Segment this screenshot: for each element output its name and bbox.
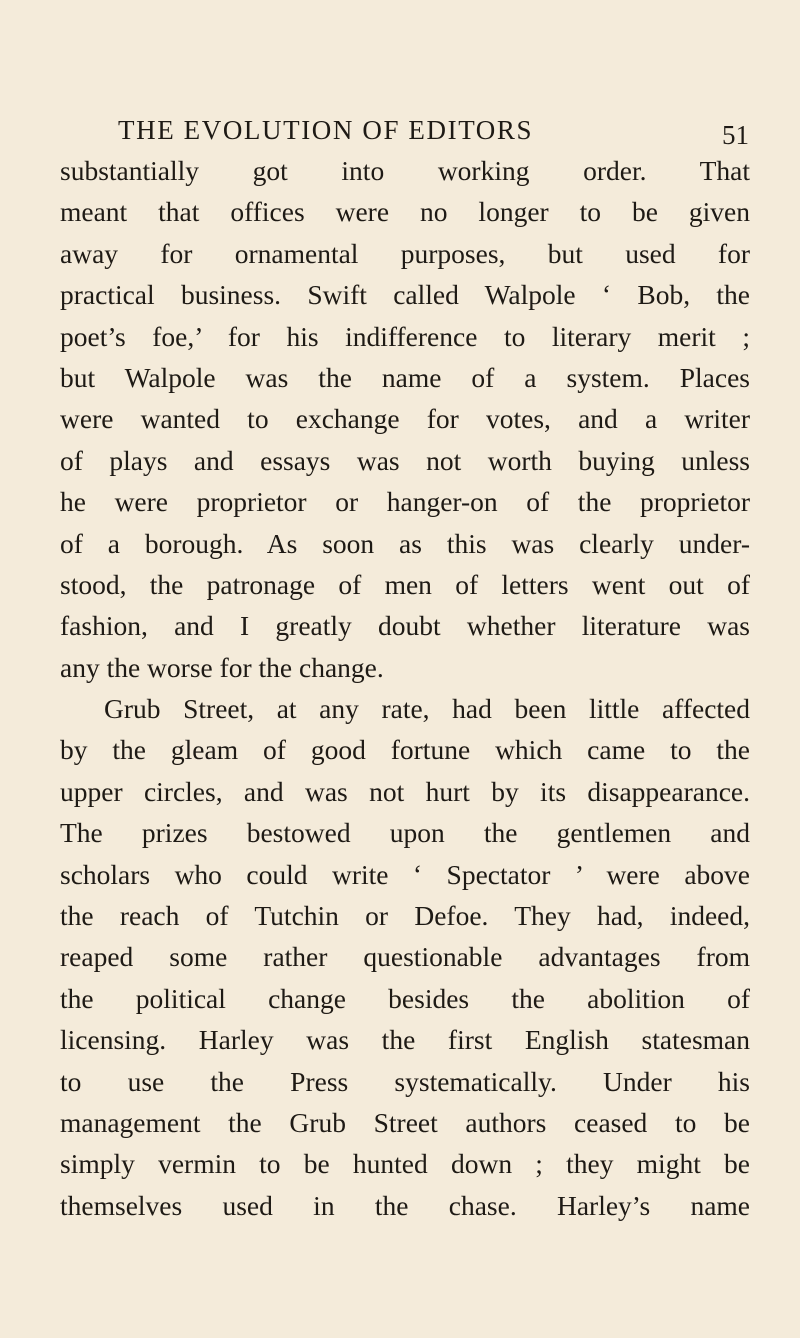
text-line: Grub Street, at any rate, had been little affected	[104, 693, 750, 725]
text-line: stood, the patronage of men of letters went out of	[60, 568, 750, 600]
text-line: substantially got into working order. That	[60, 155, 750, 186]
text-line: fashion, and I greatly doubt whether literature was	[60, 610, 750, 642]
text-line: scholars who could write ‘ Spectator ’ were above	[60, 858, 750, 890]
text-line: away for ornamental purposes, but used for	[60, 237, 750, 269]
text-line: were wanted to exchange for votes, and a writer	[60, 403, 750, 435]
text-line: management the Grub Street authors ceased to be	[60, 1106, 750, 1138]
text-line: The prizes bestowed upon the gentlemen and	[60, 817, 750, 849]
text-line: by the gleam of good fortune which came to the	[60, 734, 750, 766]
text-line: the political change besides the abolition of	[60, 982, 750, 1014]
text-line: meant that offices were no longer to be given	[60, 196, 750, 228]
text-line: simply vermin to be hunted down ; they might be	[60, 1148, 750, 1180]
page-number: 51	[722, 120, 749, 150]
text-line: licensing. Harley was the first English statesman	[60, 1024, 750, 1056]
text-line: of plays and essays was not worth buying unless	[60, 444, 750, 476]
text-line: reaped some rather questionable advantages from	[60, 941, 750, 973]
text-line: poet’s foe,’ for his indifference to literary merit ;	[60, 320, 750, 352]
body-text	[60, 150, 750, 1226]
text-line: of a borough. As soon as this was clearly under-	[60, 527, 750, 559]
running-head: THE EVOLUTION OF EDITORS	[118, 115, 534, 145]
text-line: any the worse for the change.	[60, 651, 384, 683]
text-line: the reach of Tutchin or Defoe. They had, indeed,	[60, 900, 750, 932]
text-line: practical business. Swift called Walpole ‘ Bob, the	[60, 279, 750, 311]
text-line: to use the Press systematically. Under his	[60, 1065, 750, 1097]
text-line: he were proprietor or hanger-on of the proprietor	[60, 486, 750, 518]
text-line: but Walpole was the name of a system. Places	[60, 361, 750, 393]
text-line: upper circles, and was not hurt by its disappearance.	[60, 775, 750, 807]
text-line: themselves used in the chase. Harley’s name	[60, 1189, 750, 1221]
